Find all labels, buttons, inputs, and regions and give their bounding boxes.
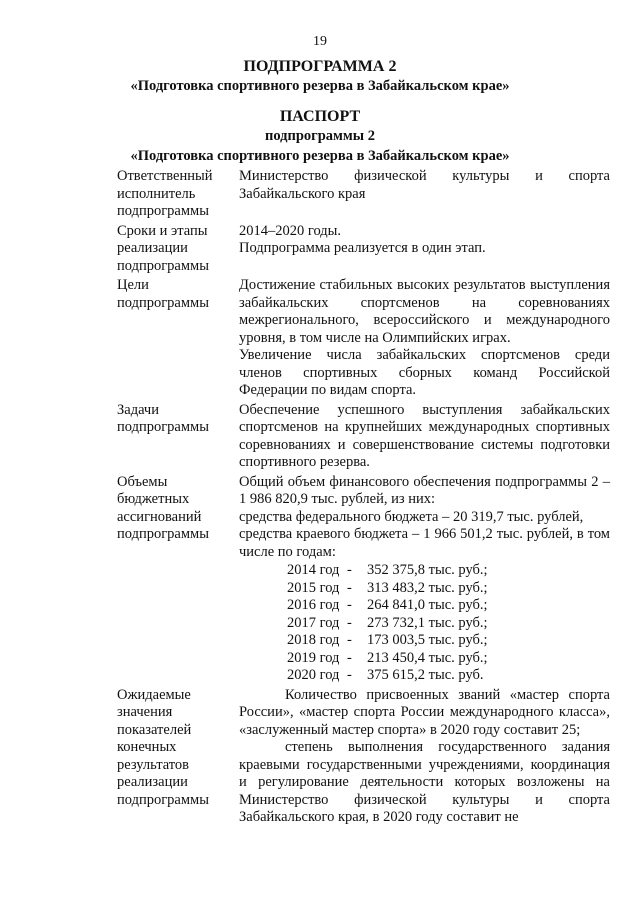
year-amount: 264 841,0 тыс. руб.;	[367, 597, 488, 613]
year-amount: 375 615,2 тыс. руб.	[367, 667, 484, 683]
year-amount: 273 732,1 тыс. руб.;	[367, 614, 488, 631]
row-tasks	[117, 402, 610, 472]
year-amount: 313 483,2 тыс. руб.;	[367, 579, 488, 596]
row-goals	[117, 277, 610, 400]
year-amount: 213 450,4 тыс. руб.;	[367, 649, 488, 666]
row-value	[239, 402, 610, 472]
value-paragraph: Подпрограмма реализуется в один этап.	[239, 240, 486, 256]
year-dash: -	[347, 614, 352, 631]
value-paragraph: Достижение стабильных высоких результатов выступления забайкальских спортсменов на соревнованиях межрегионального, всероссийского и международного уровня, в том числе на Олимпийских играх.	[239, 277, 610, 346]
value-paragraph: средства краевого бюджета – 1 966 501,2 тыс. рублей, в том числе по годам:	[239, 526, 610, 560]
passport-heading: ПАСПОРТ	[279, 108, 361, 125]
passport-title: «Подготовка спортивного резерва в Забайкальском крае»	[130, 148, 510, 164]
row-label: Цели подпрограммы	[117, 277, 209, 311]
row-label: Ожидаемые значения показателей конечных результатов реализации подпрограммы	[117, 686, 209, 808]
value-line: Забайкальского края	[239, 185, 366, 202]
value-paragraph: Обеспечение успешного выступления забайкальских спортсменов на крупнейших международных спортивных соревнованиях и совершенствование системы подготовки спортивного резерва.	[239, 401, 610, 470]
value-paragraph: Общий объем финансового обеспечения подпрограммы 2 – 1 986 820,9 тыс. рублей, из них:	[239, 473, 610, 507]
subprogram-heading: ПОДПРОГРАММА 2	[243, 58, 397, 75]
budget-year-item	[287, 615, 610, 633]
year-dash: -	[347, 649, 352, 666]
year-label: 2018 год	[287, 632, 340, 648]
subprogram-title: «Подготовка спортивного резерва в Забайкальском крае»	[130, 78, 510, 94]
budget-year-item	[287, 580, 610, 598]
value-paragraph: средства федерального бюджета – 20 319,7 тыс. рублей,	[239, 508, 584, 525]
budget-by-year-list	[287, 562, 610, 685]
row-value	[239, 687, 610, 827]
passport-subheading: подпрограммы 2	[264, 128, 376, 144]
row-label: Ответственный исполнитель подпрограммы	[117, 168, 213, 219]
year-label: 2019 год	[287, 649, 340, 666]
year-dash: -	[347, 579, 352, 596]
year-dash: -	[347, 562, 352, 578]
year-label: 2017 год	[287, 614, 340, 631]
year-dash: -	[347, 597, 352, 613]
row-label: Объемы бюджетных ассигнований подпрограммы	[117, 473, 209, 542]
row-value	[239, 223, 610, 276]
year-label: 2016 год	[287, 597, 340, 613]
row-value	[239, 277, 610, 400]
value-paragraph: Количество присвоенных званий «мастер спорта России», «мастер спорта России международного класса», «заслуженный мастер спорта» в 2020 году составит 25;	[239, 686, 610, 738]
row-terms-stages	[117, 223, 610, 276]
page-number: 19	[313, 34, 327, 49]
budget-year-item	[287, 632, 610, 650]
year-label: 2020 год	[287, 667, 340, 683]
row-responsible-executor	[117, 168, 610, 221]
year-dash: -	[347, 632, 352, 648]
budget-year-item	[287, 562, 610, 580]
budget-year-item	[287, 650, 610, 668]
row-budget	[117, 474, 610, 685]
passport-table	[117, 168, 610, 829]
value-line: Министерство физической культуры и спорта	[239, 168, 610, 184]
year-label: 2014 год	[287, 562, 340, 578]
value-paragraph: 2014–2020 годы.	[239, 222, 342, 239]
value-paragraph: Увеличение числа забайкальских спортсменов среди членов спортивных сборных команд Российской Федерации по видам спорта.	[239, 347, 610, 398]
year-amount: 173 003,5 тыс. руб.;	[367, 632, 488, 648]
row-value	[239, 168, 610, 221]
year-amount: 352 375,8 тыс. руб.;	[367, 562, 488, 578]
year-label: 2015 год	[287, 579, 340, 596]
row-expected-results	[117, 687, 610, 827]
row-value	[239, 474, 610, 685]
row-label: Задачи подпрограммы	[117, 401, 209, 435]
budget-year-item	[287, 667, 610, 685]
row-label: Сроки и этапы реализации подпрограммы	[117, 222, 209, 274]
year-dash: -	[347, 667, 352, 683]
budget-year-item	[287, 597, 610, 615]
value-paragraph: степень выполнения государственного задания краевыми государственными учреждениями, координация и регулирование деятельности которых возложены на Министерство физической культуры и спорта Забайкальского края, в 2020 году составит не	[239, 739, 610, 825]
